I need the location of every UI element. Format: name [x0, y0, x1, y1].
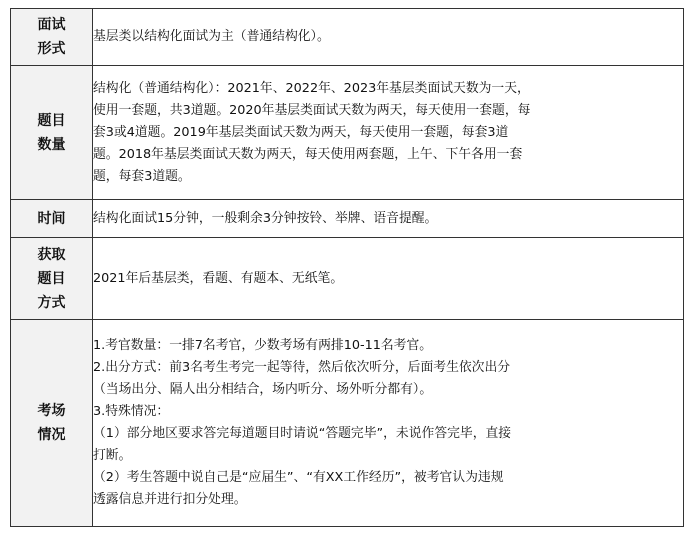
- table-row-format: [11, 9, 684, 66]
- row-content: [93, 200, 684, 238]
- content-line: 题。2018年基层类面试天数为两天，每天使用两套题，上午、下午各用一套: [93, 146, 523, 162]
- row-label: [11, 320, 93, 527]
- row-content: [93, 320, 684, 527]
- row-label-line: 方式: [37, 294, 66, 311]
- row-label-line: 获取: [37, 246, 66, 263]
- content-line: 透露信息并进行扣分处理。: [93, 492, 247, 507]
- row-label-line: 情况: [37, 427, 66, 443]
- table-row-exam-room: [11, 320, 684, 527]
- content-line: 使用一套题，共3道题。2020年基层类面试天数为两天，每天使用一套题，每: [93, 102, 531, 118]
- row-label-line: 形式: [37, 41, 66, 57]
- content-line: 基层类以结构化面试为主（普通结构化）。: [93, 29, 330, 44]
- content-line: 打断。: [93, 448, 132, 463]
- row-label: [11, 200, 93, 238]
- content-line: 题，每套3道题。: [93, 168, 191, 184]
- content-line: （当场出分、隔人出分相结合，场内听分、场外听分都有）。: [93, 382, 433, 397]
- table-row-time: [11, 200, 684, 238]
- row-content: [93, 238, 684, 320]
- row-label: [11, 238, 93, 320]
- row-content: [93, 9, 684, 66]
- table-row-question-count: [11, 66, 684, 200]
- row-content: [93, 66, 684, 200]
- row-label-line: 题目: [37, 270, 66, 287]
- row-label-line: 数量: [37, 136, 66, 153]
- content-line: （2）考生答题中说自己是“应届生”、“有XX工作经历”，被考官认为违规: [93, 470, 504, 485]
- row-label: [11, 9, 93, 66]
- content-line: 3.特殊情况：: [93, 404, 170, 419]
- content-line: 套3或4道题。2019年基层类面试天数为两天，每天使用一套题，每套3道: [93, 124, 509, 140]
- content-line: 结构化面试15分钟，一般剩余3分钟按铃、举牌、语音提醒。: [93, 210, 438, 226]
- content-line: 2021年后基层类，看题、有题本、无纸笔。: [93, 270, 344, 286]
- table-row-question-access: [11, 238, 684, 320]
- row-label-line: 题目: [37, 112, 66, 129]
- content-line: 2.出分方式：前3名考生考完一起等待，然后依次听分，后面考生依次出分: [93, 360, 511, 375]
- row-label-line: 面试: [37, 17, 66, 33]
- interview-info-table: [10, 8, 684, 527]
- row-label-line: 时间: [37, 210, 66, 227]
- row-label: [11, 66, 93, 200]
- content-line: 1.考官数量：一排7名考官，少数考场有两排10-11名考官。: [93, 338, 433, 353]
- row-label-line: 考场: [37, 403, 66, 419]
- content-line: 结构化（普通结构化）：2021年、2022年、2023年基层类面试天数为一天，: [93, 80, 530, 96]
- content-line: （1）部分地区要求答完每道题目时请说“答题完毕”，未说作答完毕，直接: [93, 426, 512, 441]
